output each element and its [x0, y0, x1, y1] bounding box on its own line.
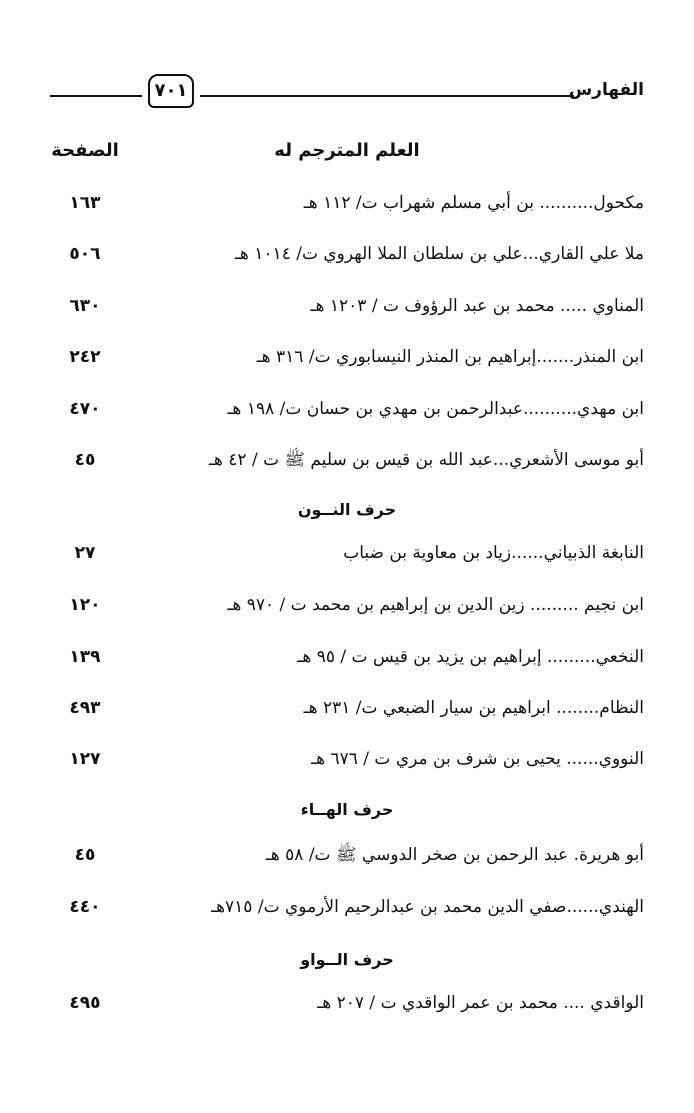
index-row — [50, 588, 644, 622]
index-row — [50, 986, 644, 1020]
index-row — [50, 237, 644, 271]
entry-page: ٤٤٠ — [69, 897, 101, 917]
index-row — [50, 536, 644, 570]
entry-page: ١٢٧ — [69, 749, 101, 769]
section-heading-haa: حرف الهــاء — [300, 800, 394, 819]
index-row — [50, 186, 644, 220]
index-row — [50, 640, 644, 674]
entry-text: النظام........ ابراهيم بن سيار الضبعي ت/ ٢٣١ هـ — [303, 698, 644, 718]
entry-page: ٥٠٦ — [69, 244, 101, 264]
entry-text: ملا علي القاري...علي بن سلطان الملا الهروي ت/ ١٠١٤ هـ — [234, 244, 644, 264]
header-title: الفهارس — [568, 80, 644, 100]
entry-text: الواقدي .... محمد بن عمر الواقدي ت / ٢٠٧ هـ — [317, 993, 644, 1013]
entry-page: ٤٩٥ — [69, 993, 101, 1013]
entry-page: ٢٧ — [74, 543, 96, 563]
index-row — [50, 392, 644, 426]
entry-text: مكحول.......... بن أبي مسلم شهراب ت/ ١١٢ هـ — [303, 193, 644, 213]
section-heading-noon: حرف النــون — [297, 500, 397, 519]
page-number-badge: ٧٠١ — [148, 74, 194, 108]
entry-text: المناوي ..... محمد بن عبد الرؤوف ت / ١٢٠٣ هـ — [310, 296, 644, 316]
entry-page: ١٦٣ — [69, 193, 101, 213]
entry-page: ٦٣٠ — [69, 296, 101, 316]
entry-text: النووي...... يحيى بن شرف بن مري ت / ٦٧٦ هـ — [311, 749, 644, 769]
entry-page: ٤٧٠ — [69, 399, 101, 419]
entry-text: النخعي......... إبراهيم بن يزيد بن قيس ت / ٩٥ هـ — [297, 647, 644, 667]
entry-page: ٢٤٢ — [69, 347, 101, 367]
entry-page: ٤٩٣ — [69, 698, 101, 718]
entry-page: ٤٥ — [74, 450, 96, 470]
page-header — [50, 72, 644, 116]
entry-text: أبو هريرة. عبد الرحمن بن صخر الدوسي ﷺ ت/ ٥٨ هـ — [265, 845, 644, 865]
entry-text: أبو موسى الأشعري...عبد الله بن قيس بن سليم ﷺ ت / ٤٢ هـ — [208, 450, 644, 470]
index-row — [50, 691, 644, 725]
header-rule-right — [200, 95, 574, 97]
section-heading-waw: حرف الــواو — [300, 950, 394, 969]
column-header-page: الصفحة — [51, 140, 119, 161]
entry-page: ١٣٩ — [69, 647, 101, 667]
entry-text: النابغة الذبياني......زياد بن معاوية بن ضباب — [343, 543, 644, 563]
entry-text: ابن نجيم ......... زين الدين بن إبراهيم بن محمد ت / ٩٧٠ هـ — [227, 595, 644, 615]
index-row — [50, 340, 644, 374]
index-row — [50, 289, 644, 323]
entry-text: ابن المنذر.......إبراهيم بن المنذر النيسابوري ت/ ٣١٦ هـ — [256, 347, 644, 367]
column-header-name: العلم المترجم له — [274, 140, 420, 161]
entry-text: الهندي......صفي الدين محمد بن عبدالرحيم الأرموي ت/ ٧١٥هـ — [211, 897, 644, 917]
header-rule-left — [50, 95, 142, 97]
entry-page: ١٢٠ — [69, 595, 101, 615]
index-row — [50, 443, 644, 477]
index-row — [50, 838, 644, 872]
entry-text: ابن مهدي..........عبدالرحمن بن مهدي بن حسان ت/ ١٩٨ هـ — [227, 399, 644, 419]
index-row — [50, 742, 644, 776]
entry-page: ٤٥ — [74, 845, 96, 865]
index-row — [50, 890, 644, 924]
